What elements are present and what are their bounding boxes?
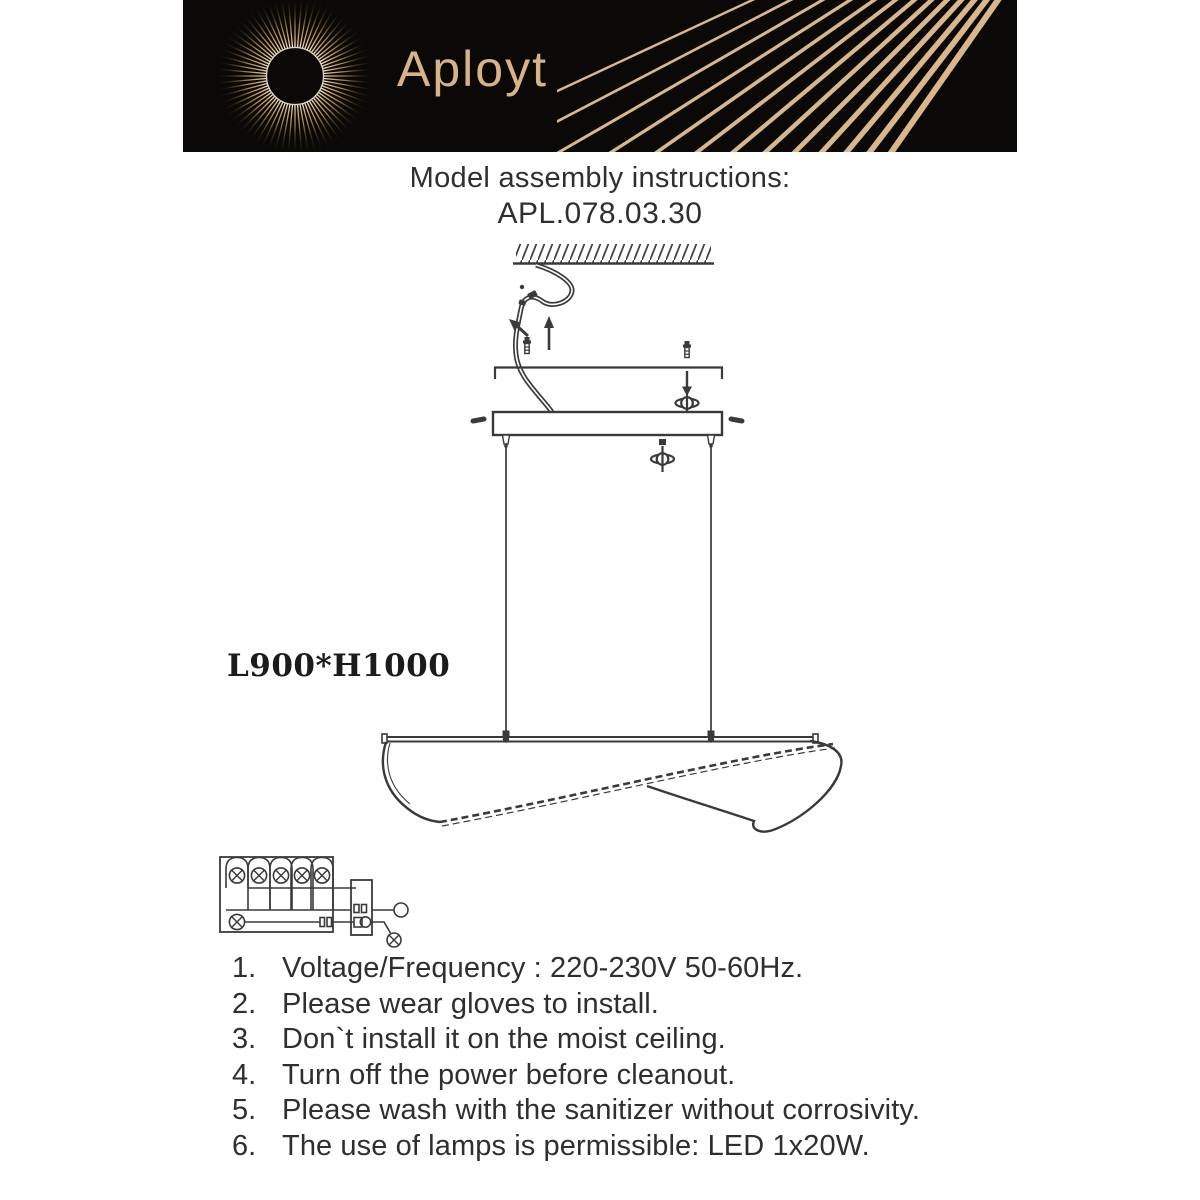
list-item — [232, 952, 1022, 988]
screw-right — [683, 341, 691, 358]
screwhead-canopy — [651, 439, 674, 472]
list-item — [232, 1130, 1022, 1166]
brand-banner — [183, 0, 1017, 152]
item-text: Don`t install it on the moist ceiling. — [282, 1023, 726, 1056]
assembly-diagram — [370, 240, 870, 850]
screw-left — [523, 337, 531, 354]
starburst-icon — [183, 0, 413, 152]
sunrays-icon — [557, 0, 1017, 152]
suspension-wire-left — [503, 435, 510, 737]
dimension-label: L900*H1000 — [227, 648, 451, 684]
logo-center-disc — [267, 48, 323, 104]
item-text: Voltage/Frequency : 220-230V 50-60Hz. — [282, 952, 804, 984]
list-item — [232, 1094, 1022, 1130]
item-text: Please wear gloves to install. — [282, 987, 659, 1020]
lamp-shade — [383, 741, 842, 832]
item-number: 4. — [232, 1058, 257, 1091]
title-block — [0, 160, 1200, 231]
connector-circle — [394, 903, 408, 917]
list-item — [232, 1059, 1022, 1095]
item-number: 2. — [232, 987, 257, 1020]
model-number: APL.078.03.30 — [497, 197, 703, 230]
item-number: 5. — [232, 1094, 257, 1127]
item-number: 3. — [232, 1023, 257, 1056]
ceiling-hatch — [513, 244, 714, 264]
page-title: Model assembly instructions: — [409, 162, 791, 194]
instruction-list — [232, 952, 1022, 1166]
lamp-frame-bar — [382, 731, 818, 744]
brand-wordmark: Aployt — [397, 41, 548, 97]
list-item — [232, 988, 1022, 1024]
lamp-symbols — [226, 858, 401, 948]
power-cable — [515, 265, 572, 412]
item-text: The use of lamps is permissible: LED 1x20W. — [282, 1129, 870, 1162]
list-item — [232, 1023, 1022, 1059]
ceiling-canopy — [493, 412, 722, 435]
wiring-diagram — [210, 848, 420, 953]
item-text: Please wash with the sanitizer without corrosivity. — [282, 1094, 920, 1127]
up-arrow-icon — [544, 316, 554, 350]
suspension-wire-right — [708, 435, 715, 737]
item-number: 6. — [232, 1129, 257, 1162]
item-number: 1. — [232, 952, 257, 984]
item-text: Turn off the power before cleanout. — [282, 1058, 736, 1091]
